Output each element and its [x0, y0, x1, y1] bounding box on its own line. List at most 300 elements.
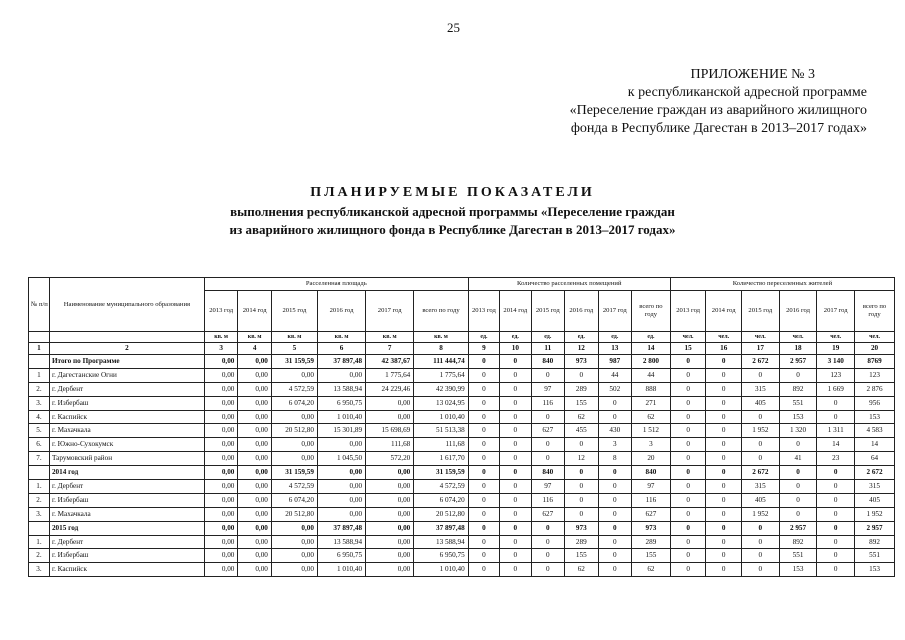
row-value-cell: 0,00 — [271, 452, 317, 466]
row-value-cell: 892 — [855, 535, 895, 549]
column-number-cell: 18 — [779, 343, 817, 355]
row-value-cell: 987 — [598, 355, 632, 369]
row-value-cell: 0 — [670, 535, 706, 549]
row-value-cell: 153 — [855, 410, 895, 424]
row-value-cell: 892 — [779, 535, 817, 549]
row-value-cell: 0 — [779, 493, 817, 507]
row-value-cell: 0,00 — [271, 438, 317, 452]
row-value-cell: 289 — [632, 535, 671, 549]
row-value-cell: 0,00 — [204, 355, 238, 369]
row-value-cell: 0 — [531, 549, 565, 563]
appendix-line-4: фонда в Республике Дагестан в 2013–2017 годах» — [570, 121, 867, 136]
row-value-cell: 0,00 — [204, 507, 238, 521]
row-value-cell: 0 — [468, 466, 499, 480]
row-value-cell: 0,00 — [238, 493, 272, 507]
row-value-cell: 0 — [531, 410, 565, 424]
column-number-cell: 2 — [49, 343, 204, 355]
row-value-cell: 627 — [531, 507, 565, 521]
row-value-cell: 0 — [500, 452, 531, 466]
row-value-cell: 6 950,75 — [317, 549, 365, 563]
row-value-cell: 0 — [500, 507, 531, 521]
table-row — [29, 493, 895, 507]
row-value-cell: 0 — [706, 410, 742, 424]
row-value-cell: 0 — [706, 396, 742, 410]
row-value-cell: 1 010,40 — [414, 563, 468, 577]
row-value-cell: 0 — [670, 410, 706, 424]
column-number-cell: 7 — [366, 343, 414, 355]
row-municipality: г. Каспийск — [49, 563, 204, 577]
row-value-cell: 0,00 — [204, 368, 238, 382]
row-value-cell: 1 045,50 — [317, 452, 365, 466]
row-value-cell: 0 — [742, 452, 780, 466]
row-value-cell: 0 — [468, 535, 499, 549]
row-number: 2. — [29, 549, 50, 563]
row-value-cell: 0 — [670, 563, 706, 577]
row-value-cell: 0,00 — [238, 535, 272, 549]
table-row — [29, 382, 895, 396]
header-unit-cell: ед. — [500, 332, 531, 343]
row-value-cell: 3 — [632, 438, 671, 452]
row-value-cell: 0 — [706, 452, 742, 466]
column-number-cell: 15 — [670, 343, 706, 355]
row-value-cell: 0 — [531, 563, 565, 577]
table-row — [29, 424, 895, 438]
row-value-cell: 14 — [855, 438, 895, 452]
row-number: 3. — [29, 396, 50, 410]
row-value-cell: 0 — [670, 368, 706, 382]
row-municipality: г. Махачкала — [49, 507, 204, 521]
row-value-cell: 0,00 — [366, 396, 414, 410]
row-value-cell: 111,68 — [414, 438, 468, 452]
row-municipality: 2015 год — [49, 521, 204, 535]
column-number-cell: 6 — [317, 343, 365, 355]
row-value-cell: 123 — [817, 368, 855, 382]
row-value-cell: 1 952 — [855, 507, 895, 521]
row-value-cell: 41 — [779, 452, 817, 466]
row-number: 3. — [29, 507, 50, 521]
row-value-cell: 0 — [500, 480, 531, 494]
row-value-cell: 20 512,80 — [271, 507, 317, 521]
row-value-cell: 24 229,46 — [366, 382, 414, 396]
row-value-cell: 1 010,40 — [317, 410, 365, 424]
row-value-cell: 0 — [500, 382, 531, 396]
row-value-cell: 0 — [706, 493, 742, 507]
row-value-cell: 0 — [598, 410, 632, 424]
table-row — [29, 507, 895, 521]
row-value-cell: 0 — [468, 410, 499, 424]
row-value-cell: 0 — [670, 549, 706, 563]
row-value-cell: 0 — [817, 493, 855, 507]
row-value-cell: 4 572,59 — [271, 382, 317, 396]
row-value-cell: 0 — [706, 368, 742, 382]
row-municipality: Итого по Программе — [49, 355, 204, 369]
header-group-premises: Количество расселенных помещений — [468, 278, 670, 291]
row-value-cell: 0 — [598, 535, 632, 549]
row-value-cell: 0 — [742, 535, 780, 549]
row-value-cell: 0 — [598, 563, 632, 577]
row-municipality: г. Южно-Сухокумск — [49, 438, 204, 452]
row-value-cell: 0 — [817, 549, 855, 563]
row-value-cell: 0 — [468, 521, 499, 535]
row-value-cell: 14 — [817, 438, 855, 452]
table-row — [29, 368, 895, 382]
page-number: 25 — [447, 20, 460, 35]
row-value-cell: 0,00 — [204, 438, 238, 452]
row-value-cell: 455 — [565, 424, 599, 438]
column-number-cell: 5 — [271, 343, 317, 355]
units-blank — [49, 332, 204, 343]
row-municipality: г. Избербаш — [49, 396, 204, 410]
row-value-cell: 3 140 — [817, 355, 855, 369]
header-unit-cell: кв. м — [204, 332, 238, 343]
row-value-cell: 116 — [531, 493, 565, 507]
row-value-cell: 0,00 — [204, 452, 238, 466]
header-year-cell: всего по году — [632, 291, 671, 332]
row-value-cell: 315 — [742, 382, 780, 396]
row-value-cell: 0,00 — [238, 355, 272, 369]
row-value-cell: 0 — [706, 438, 742, 452]
header-municipality: Наименование муниципального образования — [49, 278, 204, 332]
row-value-cell: 627 — [632, 507, 671, 521]
header-year-cell: 2014 год — [500, 291, 531, 332]
table-row — [29, 396, 895, 410]
row-value-cell: 0 — [565, 466, 599, 480]
row-value-cell: 13 588,94 — [317, 535, 365, 549]
row-value-cell: 0 — [500, 438, 531, 452]
table-row-total — [29, 355, 895, 369]
row-value-cell: 1 952 — [742, 507, 780, 521]
row-municipality: г. Избербаш — [49, 549, 204, 563]
row-value-cell: 0,00 — [271, 368, 317, 382]
row-number: 7. — [29, 452, 50, 466]
row-value-cell: 0 — [565, 368, 599, 382]
row-value-cell: 0 — [817, 507, 855, 521]
row-value-cell: 0 — [598, 396, 632, 410]
row-value-cell: 0 — [706, 355, 742, 369]
row-value-cell: 15 301,89 — [317, 424, 365, 438]
row-value-cell: 111,68 — [366, 438, 414, 452]
row-value-cell: 62 — [632, 410, 671, 424]
row-value-cell: 0 — [706, 466, 742, 480]
row-municipality: 2014 год — [49, 466, 204, 480]
table-row-total — [29, 521, 895, 535]
header-year-cell: 2017 год — [817, 291, 855, 332]
row-value-cell: 1 512 — [632, 424, 671, 438]
row-value-cell: 153 — [779, 563, 817, 577]
row-value-cell: 4 572,59 — [271, 480, 317, 494]
row-value-cell: 0 — [742, 521, 780, 535]
row-value-cell: 0 — [565, 507, 599, 521]
row-value-cell: 0 — [468, 549, 499, 563]
row-value-cell: 116 — [531, 396, 565, 410]
row-value-cell: 153 — [779, 410, 817, 424]
row-value-cell: 0 — [565, 480, 599, 494]
row-value-cell: 2 800 — [632, 355, 671, 369]
row-number — [29, 466, 50, 480]
row-value-cell: 0 — [565, 438, 599, 452]
header-group-residents: Количество переселенных жителей — [670, 278, 894, 291]
table-row — [29, 480, 895, 494]
row-value-cell: 0 — [742, 563, 780, 577]
row-value-cell: 13 024,95 — [414, 396, 468, 410]
row-value-cell: 0 — [598, 466, 632, 480]
table-body — [29, 355, 895, 577]
row-value-cell: 2 672 — [855, 466, 895, 480]
header-year-cell: всего по году — [855, 291, 895, 332]
row-number: 1. — [29, 480, 50, 494]
row-value-cell: 0 — [817, 466, 855, 480]
table-row — [29, 535, 895, 549]
heading-line-2: выполнения республиканской адресной программы «Переселение граждан — [230, 204, 675, 219]
column-number-cell: 3 — [204, 343, 238, 355]
row-value-cell: 0,00 — [366, 480, 414, 494]
row-value-cell: 0 — [500, 424, 531, 438]
row-value-cell: 44 — [632, 368, 671, 382]
header-unit-cell: кв. м — [317, 332, 365, 343]
row-value-cell: 8769 — [855, 355, 895, 369]
row-value-cell: 44 — [598, 368, 632, 382]
row-value-cell: 0 — [742, 410, 780, 424]
row-value-cell: 0,00 — [238, 521, 272, 535]
row-value-cell: 51 513,38 — [414, 424, 468, 438]
row-value-cell: 0 — [500, 535, 531, 549]
row-value-cell: 0 — [598, 480, 632, 494]
row-value-cell: 97 — [632, 480, 671, 494]
row-value-cell: 62 — [632, 563, 671, 577]
header-unit-cell: ед. — [632, 332, 671, 343]
header-unit-cell: кв. м — [414, 332, 468, 343]
row-value-cell: 0 — [468, 382, 499, 396]
row-value-cell: 0,00 — [366, 410, 414, 424]
row-value-cell: 0 — [817, 410, 855, 424]
row-value-cell: 0 — [531, 368, 565, 382]
row-value-cell: 1 669 — [817, 382, 855, 396]
row-value-cell: 0 — [779, 507, 817, 521]
row-value-cell: 0 — [706, 549, 742, 563]
row-value-cell: 840 — [632, 466, 671, 480]
row-value-cell: 0,00 — [238, 424, 272, 438]
row-value-cell: 2 672 — [742, 466, 780, 480]
row-value-cell: 0 — [598, 521, 632, 535]
table-row — [29, 438, 895, 452]
row-value-cell: 0 — [500, 355, 531, 369]
header-year-cell: 2017 год — [366, 291, 414, 332]
row-value-cell: 6 074,20 — [271, 396, 317, 410]
row-value-cell: 0 — [500, 521, 531, 535]
table-row — [29, 410, 895, 424]
row-value-cell: 551 — [779, 549, 817, 563]
row-value-cell: 840 — [531, 466, 565, 480]
row-value-cell: 0 — [817, 535, 855, 549]
row-value-cell: 37 897,48 — [317, 521, 365, 535]
row-value-cell: 153 — [855, 563, 895, 577]
row-value-cell: 111 444,74 — [414, 355, 468, 369]
appendix-line-2: к республиканской адресной программе — [627, 85, 867, 100]
row-value-cell: 0,00 — [366, 563, 414, 577]
row-value-cell: 116 — [632, 493, 671, 507]
row-value-cell: 0 — [598, 493, 632, 507]
row-number: 1 — [29, 368, 50, 382]
row-value-cell: 0 — [468, 355, 499, 369]
row-value-cell: 0 — [468, 480, 499, 494]
row-value-cell: 0,00 — [238, 410, 272, 424]
row-value-cell: 0 — [468, 368, 499, 382]
row-value-cell: 0 — [598, 549, 632, 563]
row-number: 5. — [29, 424, 50, 438]
row-value-cell: 289 — [565, 382, 599, 396]
column-number-cell: 20 — [855, 343, 895, 355]
row-value-cell: 13 588,94 — [317, 382, 365, 396]
row-value-cell: 4 583 — [855, 424, 895, 438]
row-value-cell: 42 387,67 — [366, 355, 414, 369]
row-value-cell: 0 — [598, 507, 632, 521]
row-value-cell: 1 320 — [779, 424, 817, 438]
header-year-cell: 2013 год — [468, 291, 499, 332]
row-value-cell: 20 — [632, 452, 671, 466]
table-row — [29, 452, 895, 466]
row-value-cell: 0 — [706, 424, 742, 438]
row-municipality: г. Каспийск — [49, 410, 204, 424]
units-blank — [29, 332, 50, 343]
row-value-cell: 271 — [632, 396, 671, 410]
header-unit-cell: кв. м — [366, 332, 414, 343]
row-value-cell: 973 — [565, 355, 599, 369]
row-value-cell: 2 876 — [855, 382, 895, 396]
header-year-cell: 2016 год — [317, 291, 365, 332]
row-value-cell: 0,00 — [238, 452, 272, 466]
row-value-cell: 0 — [670, 424, 706, 438]
row-municipality: г. Избербаш — [49, 493, 204, 507]
row-value-cell: 0,00 — [204, 563, 238, 577]
row-value-cell: 1 775,64 — [366, 368, 414, 382]
row-value-cell: 0 — [531, 438, 565, 452]
row-value-cell: 6 074,20 — [414, 493, 468, 507]
header-unit-cell: ед. — [565, 332, 599, 343]
header-unit-cell: ед. — [468, 332, 499, 343]
row-value-cell: 430 — [598, 424, 632, 438]
row-value-cell: 0 — [500, 549, 531, 563]
row-value-cell: 0,00 — [271, 521, 317, 535]
row-value-cell: 0 — [779, 466, 817, 480]
row-value-cell: 2 957 — [855, 521, 895, 535]
row-value-cell: 0 — [706, 563, 742, 577]
row-value-cell: 0 — [670, 438, 706, 452]
column-number-cell: 10 — [500, 343, 531, 355]
row-value-cell: 12 — [565, 452, 599, 466]
header-units-row — [29, 332, 895, 343]
row-value-cell: 123 — [855, 368, 895, 382]
row-value-cell: 64 — [855, 452, 895, 466]
row-value-cell: 0,00 — [366, 549, 414, 563]
row-value-cell: 0 — [500, 466, 531, 480]
row-value-cell: 0 — [817, 563, 855, 577]
column-number-cell: 14 — [632, 343, 671, 355]
row-municipality: г. Дагестанские Огни — [49, 368, 204, 382]
table-row — [29, 549, 895, 563]
row-value-cell: 1 952 — [742, 424, 780, 438]
column-number-cell: 8 — [414, 343, 468, 355]
header-year-cell: 2015 год — [742, 291, 780, 332]
row-value-cell: 0 — [468, 438, 499, 452]
header-year-cell: 2017 год — [598, 291, 632, 332]
row-value-cell: 289 — [565, 535, 599, 549]
row-value-cell: 0 — [670, 521, 706, 535]
row-value-cell: 20 512,80 — [414, 507, 468, 521]
row-value-cell: 1 010,40 — [317, 563, 365, 577]
row-value-cell: 6 950,75 — [317, 396, 365, 410]
row-value-cell: 0 — [468, 424, 499, 438]
table-row-total — [29, 466, 895, 480]
row-value-cell: 1 775,64 — [414, 368, 468, 382]
heading-line-3: из аварийного жилищного фонда в Республике Дагестан в 2013–2017 годах» — [229, 222, 676, 237]
row-value-cell: 0,00 — [204, 410, 238, 424]
row-value-cell: 0 — [468, 563, 499, 577]
header-year-cell: 2015 год — [531, 291, 565, 332]
row-value-cell: 0,00 — [238, 382, 272, 396]
row-value-cell: 20 512,80 — [271, 424, 317, 438]
header-unit-cell: чел. — [855, 332, 895, 343]
row-value-cell: 1 010,40 — [414, 410, 468, 424]
row-value-cell: 97 — [531, 382, 565, 396]
header-unit-cell: чел. — [742, 332, 780, 343]
header-group-row — [29, 278, 895, 291]
column-number-row — [29, 343, 895, 355]
row-value-cell: 0,00 — [204, 424, 238, 438]
row-value-cell: 0,00 — [317, 480, 365, 494]
row-value-cell: 0 — [500, 368, 531, 382]
row-value-cell: 405 — [855, 493, 895, 507]
appendix-line-3: «Переселение граждан из аварийного жилищного — [569, 103, 867, 118]
row-value-cell: 315 — [855, 480, 895, 494]
row-value-cell: 0 — [670, 493, 706, 507]
row-value-cell: 1 617,70 — [414, 452, 468, 466]
row-value-cell: 0 — [817, 396, 855, 410]
column-number-cell: 1 — [29, 343, 50, 355]
row-municipality: г. Махачкала — [49, 424, 204, 438]
header-unit-cell: чел. — [817, 332, 855, 343]
row-value-cell: 0,00 — [317, 438, 365, 452]
row-number — [29, 521, 50, 535]
row-municipality: Тарумовский район — [49, 452, 204, 466]
row-value-cell: 551 — [855, 549, 895, 563]
row-value-cell: 0 — [742, 368, 780, 382]
row-value-cell: 155 — [632, 549, 671, 563]
row-value-cell: 0,00 — [271, 410, 317, 424]
row-value-cell: 0,00 — [204, 535, 238, 549]
row-value-cell: 0 — [706, 535, 742, 549]
row-value-cell: 0 — [468, 396, 499, 410]
row-number: 4. — [29, 410, 50, 424]
row-value-cell: 0 — [706, 507, 742, 521]
row-value-cell: 0 — [742, 549, 780, 563]
row-value-cell: 0,00 — [238, 563, 272, 577]
row-value-cell: 8 — [598, 452, 632, 466]
row-value-cell: 0,00 — [271, 535, 317, 549]
header-unit-cell: чел. — [670, 332, 706, 343]
row-value-cell: 0 — [670, 480, 706, 494]
header-group-area: Расселенная площадь — [204, 278, 468, 291]
row-value-cell: 0 — [670, 466, 706, 480]
row-value-cell: 315 — [742, 480, 780, 494]
header-unit-cell: кв. м — [238, 332, 272, 343]
row-value-cell: 0 — [670, 355, 706, 369]
row-value-cell: 62 — [565, 410, 599, 424]
row-value-cell: 31 159,59 — [271, 466, 317, 480]
row-value-cell: 627 — [531, 424, 565, 438]
header-unit-cell: чел. — [779, 332, 817, 343]
row-value-cell: 0 — [500, 396, 531, 410]
row-value-cell: 0 — [670, 396, 706, 410]
